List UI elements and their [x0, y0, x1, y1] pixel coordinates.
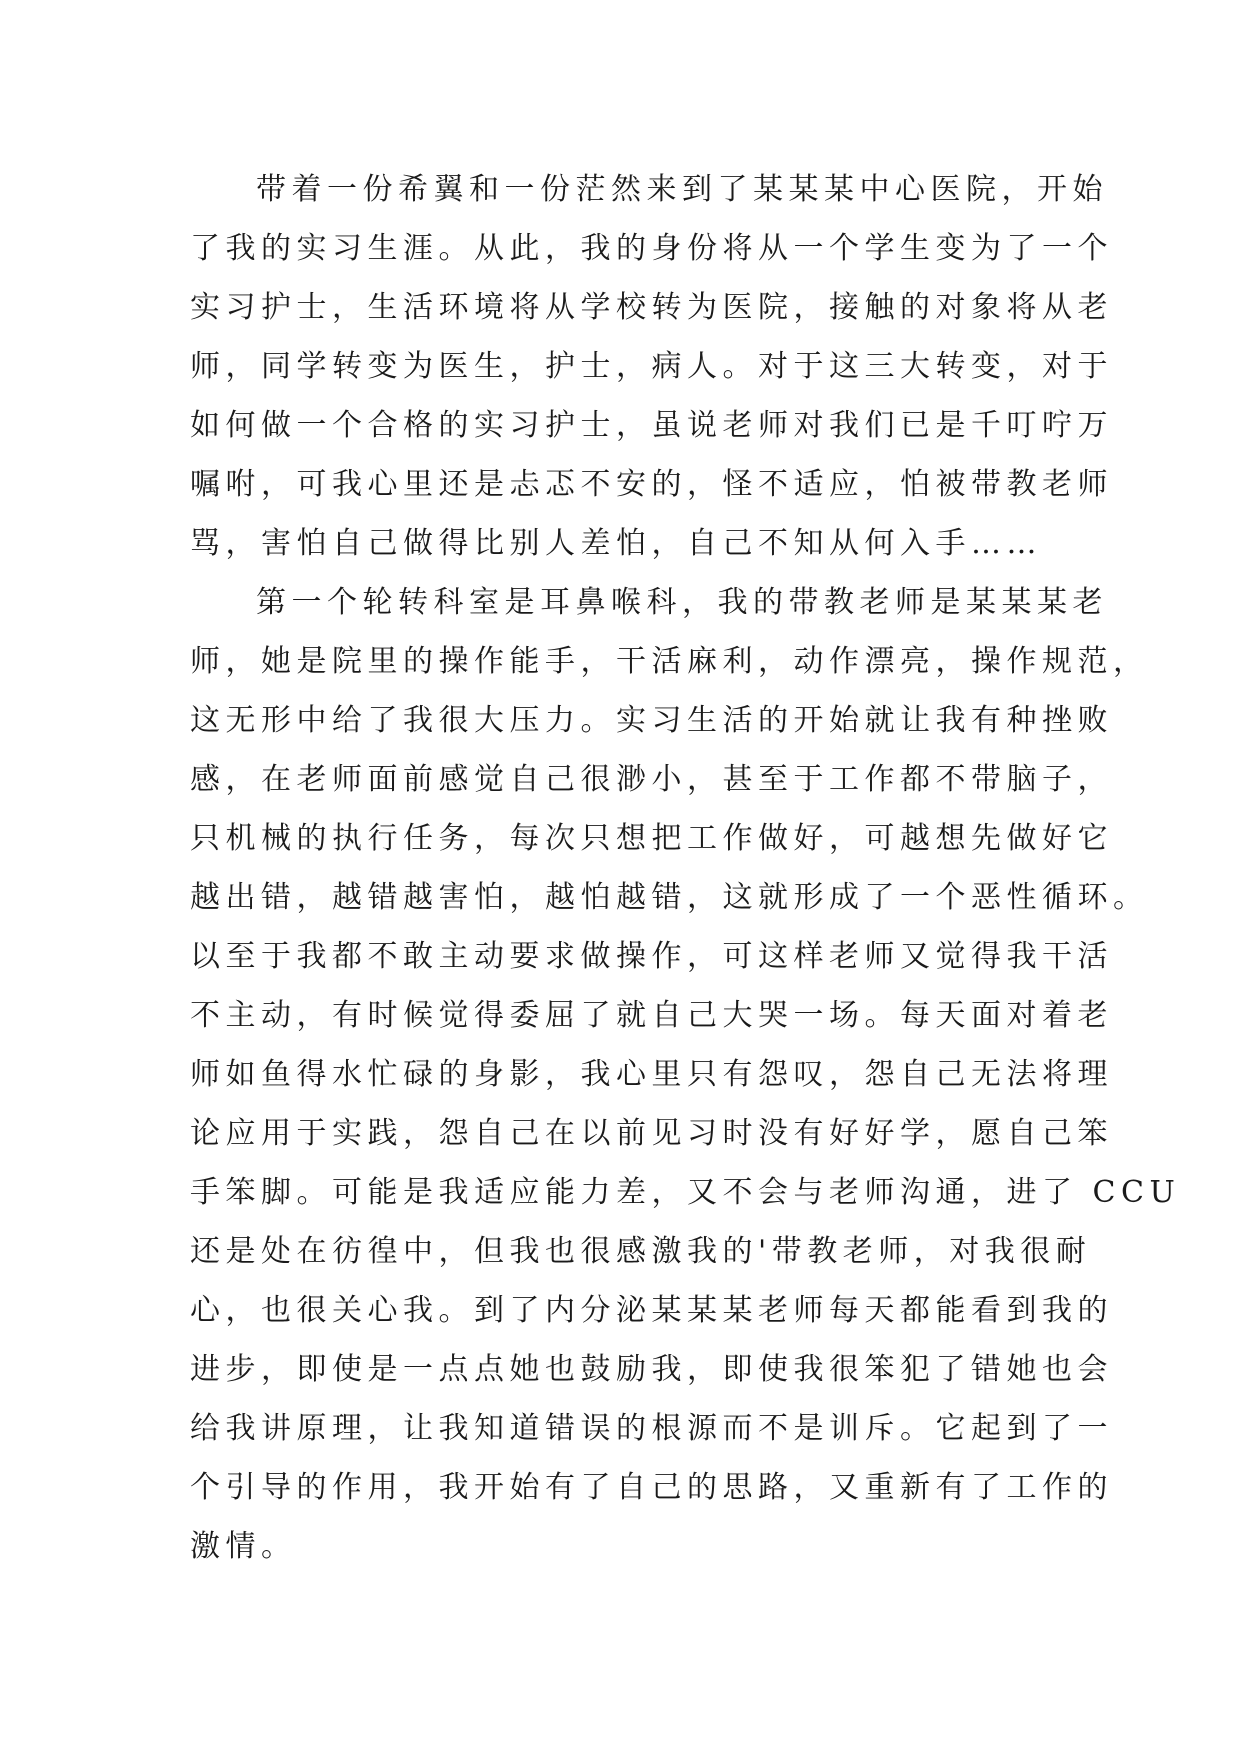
paragraph-line: 师如鱼得水忙碌的身影，我心里只有怨叹，怨自己无法将理: [190, 1057, 1113, 1092]
paragraph-line: 个引导的作用，我开始有了自己的思路，又重新有了工作的: [190, 1470, 1113, 1505]
paragraph-line: 越出错，越错越害怕，越怕越错，这就形成了一个恶性循环。: [190, 880, 1149, 915]
paragraph-line: 实习护士，生活环境将从学校转为医院，接触的对象将从老: [190, 290, 1113, 325]
paragraph-line: 第一个轮转科室是耳鼻喉科，我的带教老师是某某某老: [256, 585, 1108, 620]
paragraph-line: 感，在老师面前感觉自己很渺小，甚至于工作都不带脑子，: [190, 762, 1113, 797]
paragraph-2: [190, 573, 1181, 1576]
paragraph-line: 这无形中给了我很大压力。实习生活的开始就让我有种挫败: [190, 703, 1113, 738]
paragraph-line: 骂，害怕自己做得比别人差怕，自己不知从何入手……: [190, 526, 1042, 561]
paragraph-line: 了我的实习生涯。从此，我的身份将从一个学生变为了一个: [190, 231, 1113, 266]
paragraph-line: 还是处在彷徨中，但我也很感激我的'带教老师，对我很耐: [190, 1234, 1092, 1269]
paragraph-1: [190, 160, 1113, 573]
paragraph-line: 师，她是院里的操作能手，干活麻利，动作漂亮，操作规范，: [190, 644, 1149, 679]
paragraph-line: 嘱咐，可我心里还是忐忑不安的，怪不适应，怕被带教老师: [190, 467, 1113, 502]
body-text: [190, 160, 1181, 1576]
paragraph-line: 师，同学转变为医生，护士，病人。对于这三大转变，对于: [190, 349, 1113, 384]
paragraph-line: 只机械的执行任务，每次只想把工作做好，可越想先做好它: [190, 821, 1113, 856]
paragraph-line: 进步，即使是一点点她也鼓励我，即使我很笨犯了错她也会: [190, 1352, 1113, 1387]
paragraph-line: 给我讲原理，让我知道错误的根源而不是训斥。它起到了一: [190, 1411, 1113, 1446]
paragraph-line: 带着一份希翼和一份茫然来到了某某某中心医院，开始: [256, 172, 1108, 207]
paragraph-line: 手笨脚。可能是我适应能力差，又不会与老师沟通，进了 CCU: [190, 1175, 1181, 1210]
paragraph-line: 不主动，有时候觉得委屈了就自己大哭一场。每天面对着老: [190, 998, 1113, 1033]
paragraph-line: 以至于我都不敢主动要求做操作，可这样老师又觉得我干活: [190, 939, 1113, 974]
paragraph-line: 激情。: [190, 1529, 297, 1564]
paragraph-line: 如何做一个合格的实习护士，虽说老师对我们已是千叮咛万: [190, 408, 1113, 443]
paragraph-line: 心，也很关心我。到了内分泌某某某老师每天都能看到我的: [190, 1293, 1113, 1328]
paragraph-line: 论应用于实践，怨自己在以前见习时没有好好学，愿自己笨: [190, 1116, 1113, 1151]
